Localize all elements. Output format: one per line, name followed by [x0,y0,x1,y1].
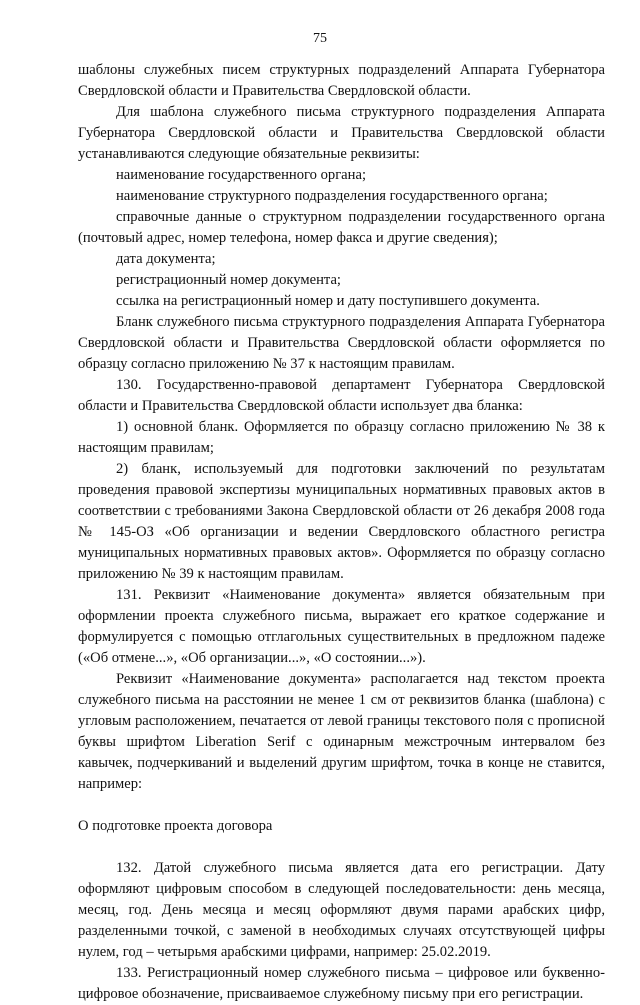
paragraph-continuation: шаблоны служебных писем структурных подразделений Аппарата Губернатора Свердловской области и Правительства Свердловской области. [78,62,605,99]
requisite-item: наименование структурного подразделения государственного органа; [116,188,548,204]
paragraph-131: 131. Реквизит «Наименование документа» является обязательным при оформлении проекта служебного письма, выражает его краткое содержание и формулируется с помощью отглагольных существительных в предложном падеже («Об отмене...», «Об организации...», «О состоянии...»). [78,587,605,666]
paragraph-letter-form: Бланк служебного письма структурного подразделения Аппарата Губернатора Свердловской области и Правительства Свердловской области оформляется по образцу согласно приложению № 37 к настоящим правилам. [78,314,605,372]
paragraph-133: 133. Регистрационный номер служебного письма – цифровое или буквенно-цифровое обозначение, присваиваемое служебному письму при его регистрации. [78,965,605,1002]
paragraph-130: 130. Государственно-правовой департамент Губернатора Свердловской области и Правительства Свердловской области использует два бланка: [78,377,605,414]
requisite-item: ссылка на регистрационный номер и дату поступившего документа. [116,293,540,309]
page-number: 75 [313,31,327,46]
list-item-main-form: 1) основной бланк. Оформляется по образцу согласно приложению № 38 к настоящим правилам; [78,419,605,456]
example-document-title: О подготовке проекта договора [78,818,273,834]
requisite-item: справочные данные о структурном подразделении государственного органа (почтовый адрес, номер телефона, номер факса и другие сведения); [78,209,605,246]
paragraph-template-requisites: Для шаблона служебного письма структурного подразделения Аппарата Губернатора Свердловской области и Правительства Свердловской области устанавливаются следующие обязательные реквизиты: [78,104,605,162]
requisite-item: дата документа; [116,251,216,267]
requisite-item: регистрационный номер документа; [116,272,341,288]
list-item-expertise-form: 2) бланк, используемый для подготовки заключений по результатам проведения правовой экспертизы муниципальных нормативных правовых актов в соответствии с требованиями Закона Свердловской области от 26 декабря 2008 года № 145-ОЗ «Об организации и ведении Свердловского областного регистра муниципальных нормативных правовых актов». Оформляется по образцу согласно приложению № 39 к настоящим правилам. [78,461,605,582]
paragraph-document-name-placement: Реквизит «Наименование документа» располагается над текстом проекта служебного письма на расстоянии не менее 1 см от реквизитов бланка (шаблона) с угловым расположением, печатается от левой границы текстового поля с прописной буквы шрифтом Liberation Serif с одинарным межстрочным интервалом без кавычек, подчеркиваний и выделений другим шрифтом, точка в конце не ставится, например: [78,671,605,792]
requisite-item: наименование государственного органа; [116,167,367,183]
document-body [78,60,605,1005]
paragraph-132: 132. Датой служебного письма является дата его регистрации. Дату оформляют цифровым способом в следующей последовательности: день месяца, месяц, год. День месяца и месяц оформляют двумя парами арабских цифр, разделенными точкой, с заменой в необходимых случаях отсутствующей цифры нулем, год – четырьмя арабскими цифрами, например: 25.02.2019. [78,860,605,960]
